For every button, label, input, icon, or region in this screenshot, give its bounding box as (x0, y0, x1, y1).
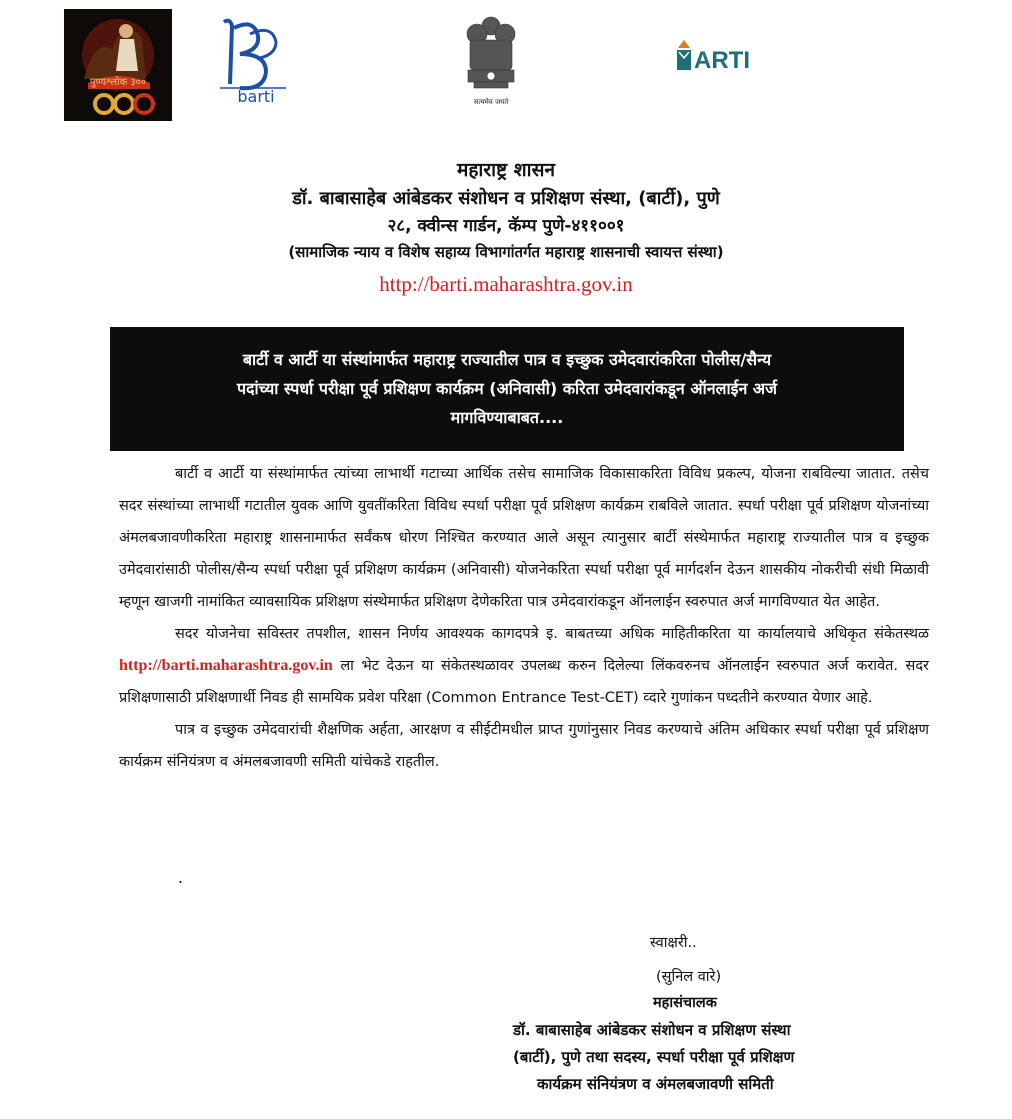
signatory-name: (सुनिल वारे) (656, 969, 722, 985)
paragraph-2-text-a: सदर योजनेचा सविस्तर तपशील, शासन निर्णय आवश्यक कागदपत्रे इ. बाबतच्या अधिक माहितीकरिता या कार्यालयाचे अधिकृत संकेतस्थळ (175, 626, 929, 642)
paragraph-3: पात्र व इच्छुक उमेदवारांची शैक्षणिक अर्हता, आरक्षण व सीईटीमधील प्राप्त गुणांनुसार निवड करण्याचे अंतिम अधिकार स्पर्धा परीक्षा पूर्व प्रशिक्षण कार्यक्रम संनियंत्रण व अंमलबजावणी समिती यांचेकडे राहतील. (119, 722, 929, 770)
banner-line-3: मागविण्याबाबत.... (450, 408, 564, 427)
barti-logo (210, 14, 295, 106)
paragraph-1: बार्टी व आर्टी या संस्थांमार्फत त्यांच्या लाभार्थी गटाच्या आर्थिक तसेच सामाजिक विकासाकरिता विविध प्रकल्प, योजना राबविल्या जातात. तसेच सदर संस्थांच्या लाभार्थी गटातील युवक आणि युवतींकरिता विविध स्पर्धा परीक्षा पूर्व प्रशिक्षण कार्यक्रम राबविले जातात. स्पर्धा परीक्षा पूर्व प्रशिक्षण योजनांच्या अंमलबजावणीकरिता महाराष्ट्र शासनामार्फत सर्वंकष धोरण निश्चित करण्यात आले असून त्यानुसार बार्टी संस्थेमार्फत महाराष्ट्र राज्यातील पात्र व इच्छुक उमेदवारांसाठी पोलीस/सैन्य स्पर्धा परीक्षा पूर्व प्रशिक्षण कार्यक्रम (अनिवासी) योजनेकरिता स्पर्धा परीक्षा पूर्व मार्गदर्शन देऊन शासकीय नोकरीची संधी मिळावी म्हणून खाजगी नामांकित व्यावसायिक प्रशिक्षण संस्थेमार्फत प्रशिक्षण देणेकरिता पात्र उमेदवारांकडून ऑनलाईन स्वरुपात अर्ज मागविण्यात येत आहेत. (119, 466, 929, 610)
body-website-link[interactable]: http://barti.maharashtra.gov.in (119, 657, 333, 674)
signatory-org-line-3: कार्यक्रम संनियंत्रण व अंमलबजावणी समिती (537, 1075, 774, 1093)
institute-name: डॉ. बाबासाहेब आंबेडकर संशोधन व प्रशिक्षण संस्था, (बार्टी), पुणे (292, 188, 720, 209)
letterhead (0, 155, 1012, 301)
signatory-org-line-1: डॉ. बाबासाहेब आंबेडकर संशोधन व प्रशिक्षण संस्था (513, 1021, 791, 1039)
signatory-designation: महासंचालक (653, 995, 717, 1011)
punyashlok-text: पुण्यश्लोक ३०० (89, 77, 147, 88)
institute-subtitle: (सामाजिक न्याय व विशेष सहाय्य विभागांतर्गत महाराष्ट्र शासनाची स्वायत्त संस्था) (288, 243, 724, 261)
paragraph-2-text-b: ला भेट देऊन या संकेतस्थळावर उपलब्ध करुन दिलेल्या लिंकवरुनच ऑनलाईन स्वरुपात अर्ज करावेत. सदर प्रशिक्षणासाठी प्रशिक्षणार्थी निवड ही सामयिक प्रवेश परिक्षा (Common Entrance Test-CET) व्दारे गुणांकन पध्दतीने करण्यात येणार आहे. (119, 658, 929, 706)
banner-line-2: पदांच्या स्पर्धा परीक्षा पूर्व प्रशिक्षण कार्यक्रम (अनिवासी) करिता उमेदवारांकडून ऑनलाईन अर्ज (236, 379, 778, 398)
punyashlok-300-logo (64, 9, 172, 121)
arti-text: ARTI (694, 47, 750, 74)
website-link[interactable]: http://barti.maharashtra.gov.in (379, 272, 633, 296)
logo-strip (0, 0, 1012, 125)
notice-title-banner (110, 327, 904, 451)
barti-text: barti (237, 87, 275, 106)
institute-address: २८, क्वीन्स गार्डन, कॅम्प पुणे-४११००१ (387, 216, 625, 236)
government-title: महाराष्ट्र शासन (456, 159, 555, 181)
notice-body (119, 458, 929, 778)
national-emblem-logo (456, 10, 526, 110)
paragraph-2 (119, 618, 929, 714)
signature-label: स्वाक्षरी.. (650, 935, 697, 951)
banner-line-1: बार्टी व आर्टी या संस्थांमार्फत महाराष्ट्र राज्यातील पात्र व इच्छुक उमेदवारांकरिता पोलीस/सैन्य (242, 350, 772, 369)
emblem-motto: सत्यमेव जयते (473, 98, 509, 106)
stray-dot: . (178, 868, 184, 887)
arti-logo (674, 34, 754, 80)
signatory-org-line-2: (बार्टी), पुणे तथा सदस्य, स्पर्धा परीक्षा पूर्व प्रशिक्षण (513, 1048, 795, 1066)
